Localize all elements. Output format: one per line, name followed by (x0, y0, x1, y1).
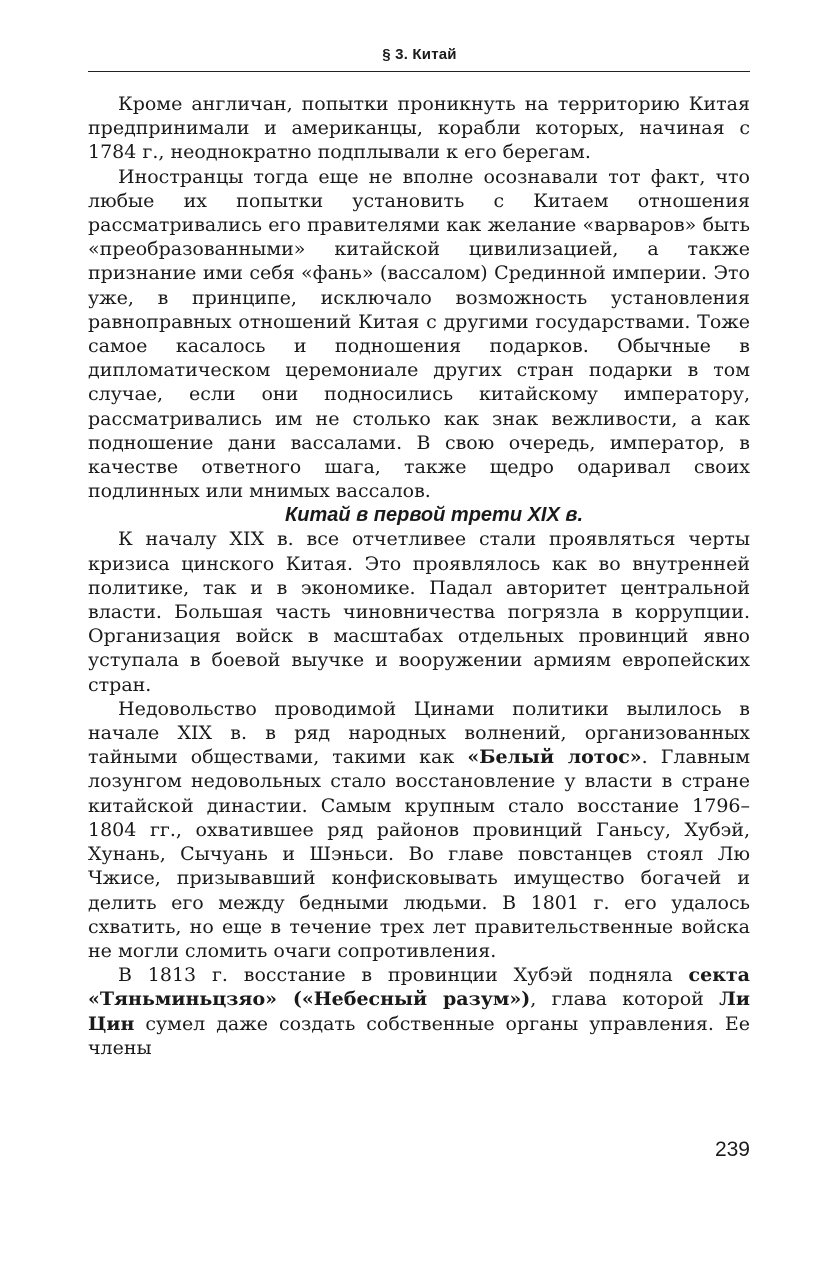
paragraph-4-bold-term: «Белый лотос» (467, 746, 642, 769)
section-heading: Китай в первой трети XIX в. (284, 504, 584, 527)
paragraph-2: Иностранцы тогда еще не вполне осознавали тот факт, что любые их попытки установить с Китаем отношения рассматривались его правителями как желание «варваров» быть «преобразованными» китайской цивилизацией, а также признание ими себя «фань» (вассалом) Срединной империи. Это уже, в принципе, исключало возможность установления равноправных отношений Китая с другими государствами. Тоже самое касалось и подношения подарков. Обычные в дипломатическом церемониале других стран подарки в том случае, если они подносились китайскому императору, рассматривались им не столько как знак вежливости, а как подношение дани вассалами. В свою очередь, император, в качестве ответного шага, также щедро одаривал своих подлинных или мнимых вассалов. (88, 165, 750, 503)
header-rule (88, 71, 750, 72)
body-text (88, 92, 750, 1060)
paragraph-4-text-1: Недовольство проводимой Цинами политики вылилось в начале XIX в. в ряд народных волнений, организованных тайными обществами, такими как (88, 697, 750, 769)
paragraph-5-text-3: сумел даже создать собственные органы управления. Ее члены (88, 1012, 750, 1059)
paragraph-5 (88, 963, 750, 1060)
running-head: § 3. Китай (382, 46, 457, 63)
paragraph-5-text-2: , глава которой (530, 988, 720, 1011)
paragraph-1: Кроме англичан, попытки проникнуть на территорию Китая предпринимали и американцы, корабли которых, начиная с 1784 г., неоднократно подплывали к его берегам. (88, 93, 750, 164)
paragraph-4-text-2: . Главным лозунгом недовольных стало восстановление у власти в стране китайской династии. Самым крупным стало восстание 1796–1804 гг., охватившее ряд районов провинций Ганьсу, Хубэй, Хунань, Сычуань и Шэньси. Во главе повстанцев стоял Лю Чжисе, призывавший конфисковывать имущество богачей и делить его между бедными людьми. В 1801 г. его удалось схватить, но еще в течение трех лет правительственные войска не могли сломить очаги сопротивления. (88, 746, 751, 962)
paragraph-5-text-1: В 1813 г. восстание в провинции Хубэй подняла (118, 964, 689, 987)
paragraph-4 (88, 697, 750, 963)
paragraph-5-bold-sect: секта «Тяньминьцзяо» («Небесный разум») (88, 964, 750, 1011)
page-number: 239 (714, 1138, 750, 1161)
paragraph-5-bold-name: Ли Цин (88, 988, 750, 1035)
paragraph-3: К началу XIX в. все отчетливее стали проявляться черты кризиса цинского Китая. Это проявлялось как во внутренней политике, так и в экономике. Падал авторитет центральной власти. Большая часть чиновничества погрязла в коррупции. Организация войск в масштабах отдельных провинций явно уступала в боевой выучке и вооружении армиям европейских стран. (88, 528, 750, 696)
